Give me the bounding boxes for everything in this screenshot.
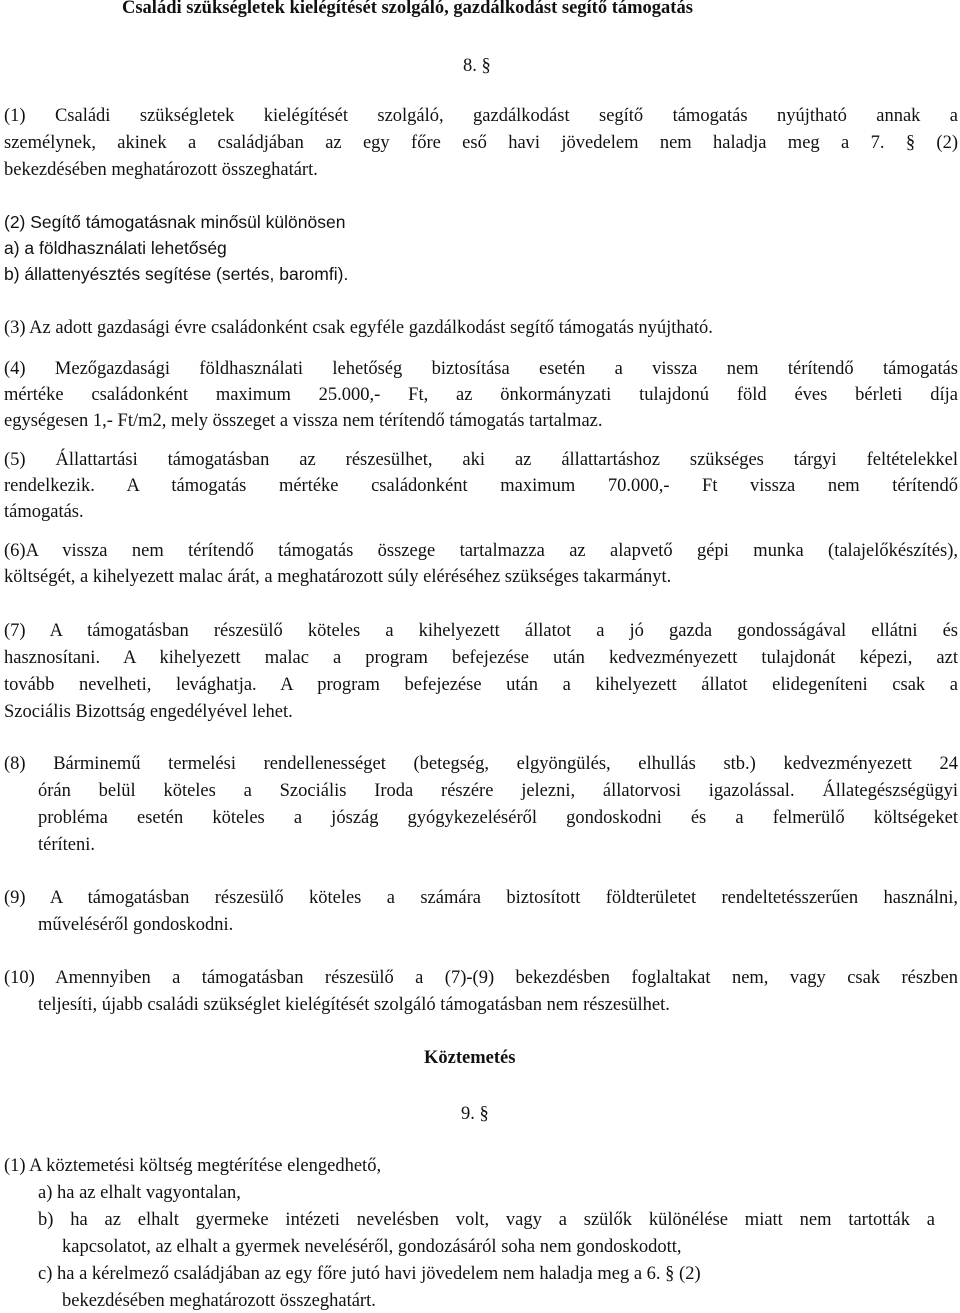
section-9-item-a: a) ha az elhalt vagyontalan, [38, 1183, 241, 1203]
paragraph-4-line-1: (4) Mezőgazdasági földhasználati lehetőség biztosítása esetén a vissza nem térítendő támogatás [4, 359, 958, 379]
paragraph-8-line-4: téríteni. [38, 835, 96, 855]
paragraph-5-line-2: rendelkezik. A támogatás mértéke családonként maximum 70.000,- Ft vissza nem térítendő [4, 476, 958, 496]
paragraph-6-line-1: (6)A vissza nem térítendő támogatás összege tartalmazza az alapvető gépi munka (talajelőkészítés), [4, 541, 958, 561]
paragraph-10-line-1: (10) Amennyiben a támogatásban részesülő a (7)-(9) bekezdésben foglaltakat nem, vagy csak részben [4, 968, 958, 988]
paragraph-6-line-2: költségét, a kihelyezett malac árát, a meghatározott súly eléréséhez szükséges takarmányt. [4, 567, 672, 587]
paragraph-2-line-1: (2) Segítő támogatásnak minősül különösen [4, 212, 346, 232]
paragraph-5-line-1: (5) Állattartási támogatásban az részesülhet, aki az állattartáshoz szükséges tárgyi feltételekkel [4, 450, 958, 470]
paragraph-1-line-1: (1) Családi szükségletek kielégítését szolgáló, gazdálkodást segítő támogatás nyújtható annak a [4, 106, 958, 126]
paragraph-7-line-3: tovább nevelheti, levághatja. A program befejezése után a kihelyezett állatot elidegeníteni csak a [4, 675, 958, 695]
paragraph-4-line-2: mértéke családonként maximum 25.000,- Ft, az önkormányzati tulajdonú föld éves bérleti díja [4, 385, 958, 405]
section-9-title: Köztemetés [424, 1048, 516, 1068]
paragraph-5-line-3: támogatás. [4, 502, 84, 522]
paragraph-4-line-3: egységesen 1,- Ft/m2, mely összeget a vissza nem térítendő támogatás tartalmaz. [4, 411, 603, 431]
paragraph-8-line-2: órán belül köteles a Szociális Iroda részére jelezni, állatorvosi igazolással. Állategészségügyi [38, 781, 958, 801]
paragraph-3: (3) Az adott gazdasági évre családonként csak egyféle gazdálkodást segítő támogatás nyújtható. [4, 318, 713, 338]
paragraph-10-line-2: teljesíti, újabb családi szükséglet kielégítését szolgáló támogatásban nem részesülhet. [38, 995, 670, 1015]
paragraph-7-line-4: Szociális Bizottság engedélyével lehet. [4, 702, 293, 722]
document-title: Családi szükségletek kielégítését szolgáló, gazdálkodást segítő támogatás [122, 0, 693, 18]
paragraph-1-line-2: személynek, akinek a családjában az egy főre eső havi jövedelem nem haladja meg a 7. § (2) [4, 133, 958, 153]
paragraph-2-item-b: b) állattenyésztés segítése (sertés, baromfi). [4, 264, 349, 284]
section-9-item-b-line-1: b) ha az elhalt gyermeke intézeti nevelésben volt, vagy a szülők különélése miatt nem tartották a [38, 1210, 935, 1230]
paragraph-8-line-3: probléma esetén köteles a jószág gyógykezeléséről gondoskodni és a felmerülő költségeket [38, 808, 958, 828]
section-9-paragraph-1: (1) A köztemetési költség megtérítése elengedhető, [4, 1156, 382, 1176]
section-8-heading: 8. § [463, 56, 491, 76]
paragraph-9-line-1: (9) A támogatásban részesülő köteles a számára biztosított földterületet rendeltetésszerűen használni, [4, 888, 958, 908]
paragraph-1-line-3: bekezdésében meghatározott összeghatárt. [4, 160, 318, 180]
paragraph-9-line-2: műveléséről gondoskodni. [38, 915, 234, 935]
section-9-item-c-line-1: c) ha a kérelmező családjában az egy főre jutó havi jövedelem nem haladja meg a 6. § (2) [38, 1264, 701, 1284]
paragraph-2-item-a: a) a földhasználati lehetőség [4, 238, 227, 258]
paragraph-7-line-2: hasznosítani. A kihelyezett malac a program befejezése után kedvezményezett tulajdonát képezi, azt [4, 648, 958, 668]
paragraph-8-line-1: (8) Bárminemű termelési rendellenességet (betegség, elgyöngülés, elhullás stb.) kedvezményezett 24 [4, 754, 958, 774]
section-9-item-c-line-2: bekezdésében meghatározott összeghatárt. [62, 1291, 376, 1311]
section-9-heading: 9. § [461, 1104, 489, 1124]
section-9-item-b-line-2: kapcsolatot, az elhalt a gyermek neveléséről, gondozásáról soha nem gondoskodott, [62, 1237, 682, 1257]
paragraph-7-line-1: (7) A támogatásban részesülő köteles a kihelyezett állatot a jó gazda gondosságával ellátni és [4, 621, 958, 641]
